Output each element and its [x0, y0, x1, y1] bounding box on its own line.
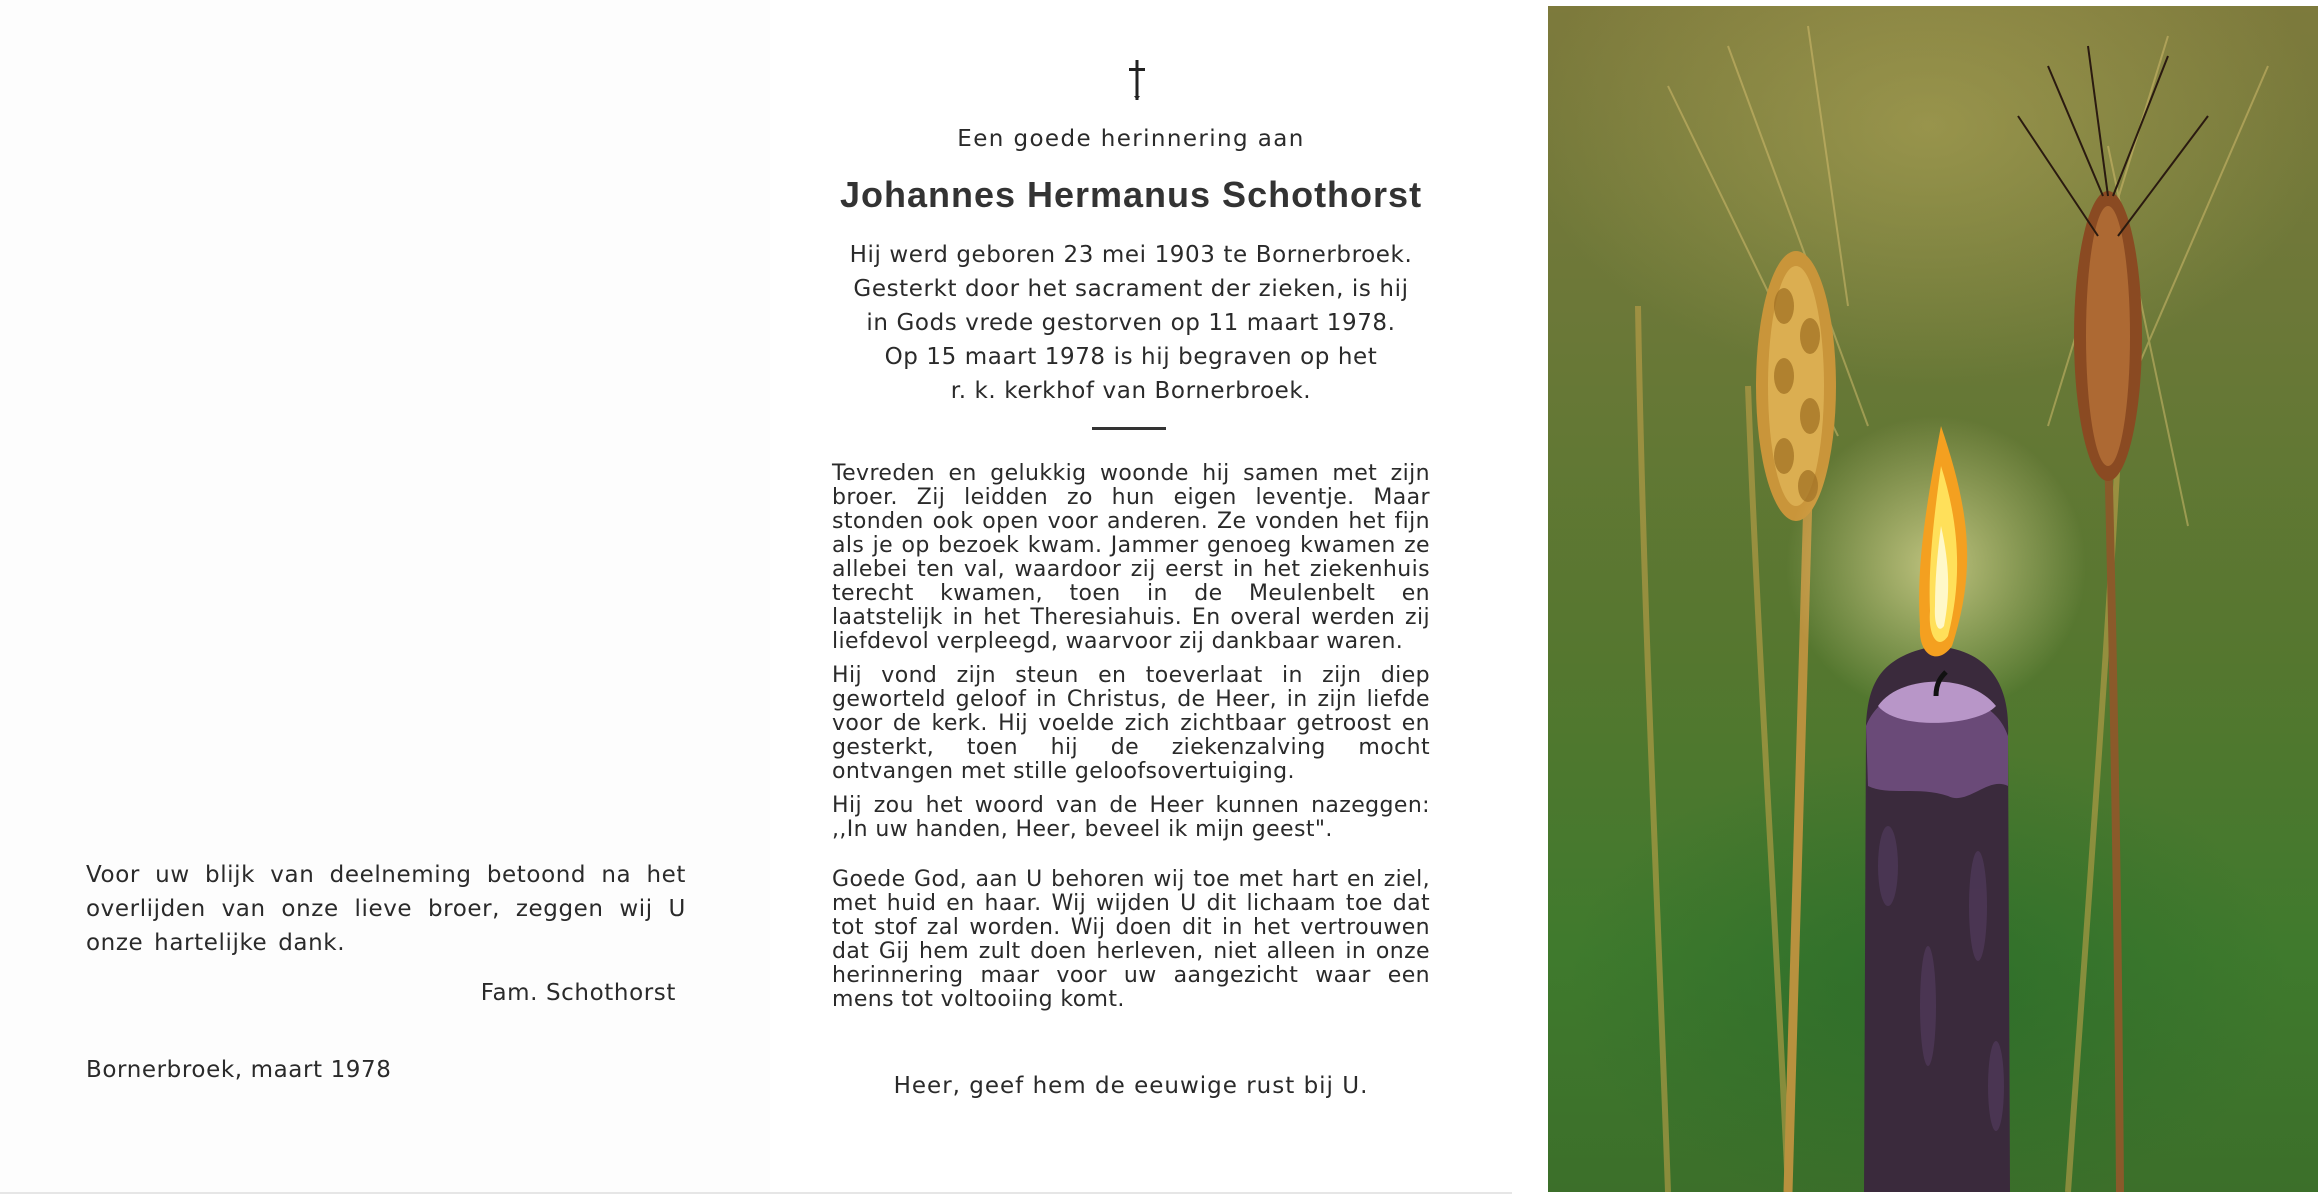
deceased-name: Johannes Hermanus Schothorst [839, 174, 1423, 215]
cross-icon [1127, 58, 1147, 102]
tribute-text [832, 462, 1430, 1022]
remembrance-intro: Een goede herinnering aan [957, 126, 1305, 152]
middle-card [770, 0, 1512, 1194]
biography-line: Op 15 maart 1978 is hij begraven op het [884, 344, 1378, 370]
photo-illustration [1548, 6, 2318, 1192]
tribute-paragraph: Hij zou het woord van de Heer kunnen nazeggen: ,,In uw handen, Heer, beveel ik mijn geest". [832, 793, 1430, 842]
biography-line: in Gods vrede gestorven op 11 maart 1978. [866, 310, 1396, 336]
family-signature: Fam. Schothorst [480, 980, 676, 1006]
section-divider [1092, 427, 1166, 430]
biography-line: Hij werd geboren 23 mei 1903 te Bornerbroek. [849, 242, 1413, 268]
place-date: Bornerbroek, maart 1978 [86, 1057, 392, 1083]
card-edge [1512, 0, 1548, 1192]
tribute-paragraph: Hij vond zijn steun en toeverlaat in zijn diep geworteld geloof in Christus, de Heer, in zijn liefde voor de kerk. Hij voelde zich zichtbaar getroost en gesterkt, toen hij de ziekenzalving mocht ontvangen met stille geloofsovertuiging. [832, 663, 1430, 784]
biography-line: Gesterkt door het sacrament der zieken, is hij [853, 276, 1409, 302]
thanks-text: Voor uw blijk van deelneming betoond na het overlijden van onze lieve broer, zeggen wij U onze hartelijke dank. [86, 862, 686, 956]
biography-line: r. k. kerkhof van Bornerbroek. [950, 378, 1312, 404]
prayer-paragraph: Goede God, aan U behoren wij toe met hart en ziel, met huid en haar. Wij wijden U dit lichaam toe dat tot stof zal worden. Wij doen dit in het vertrouwen dat Gij hem zult doen herleven, niet alleen in onze herinnering maar voor uw aangezicht waar een mens tot voltooiing komt. [832, 867, 1430, 1012]
closing-prayer: Heer, geef hem de eeuwige rust bij U. [893, 1073, 1369, 1099]
biography [836, 238, 1426, 408]
left-card [0, 0, 770, 1194]
tribute-paragraph: Tevreden en gelukkig woonde hij samen met zijn broer. Zij leidden zo hun eigen leventje. Maar stonden ook open voor anderen. Ze vonden het fijn als je op bezoek kwam. Jammer genoeg kwamen ze allebei ten val, waardoor zij eerst in het ziekenhuis terecht kwamen, toen in de Meulenbelt en laatstelijk in het Theresiahuis. En overal werden zij liefdevol verpleegd, waarvoor zij dankbaar waren. [832, 461, 1430, 654]
candle-and-wheat-photo [1548, 6, 2318, 1192]
